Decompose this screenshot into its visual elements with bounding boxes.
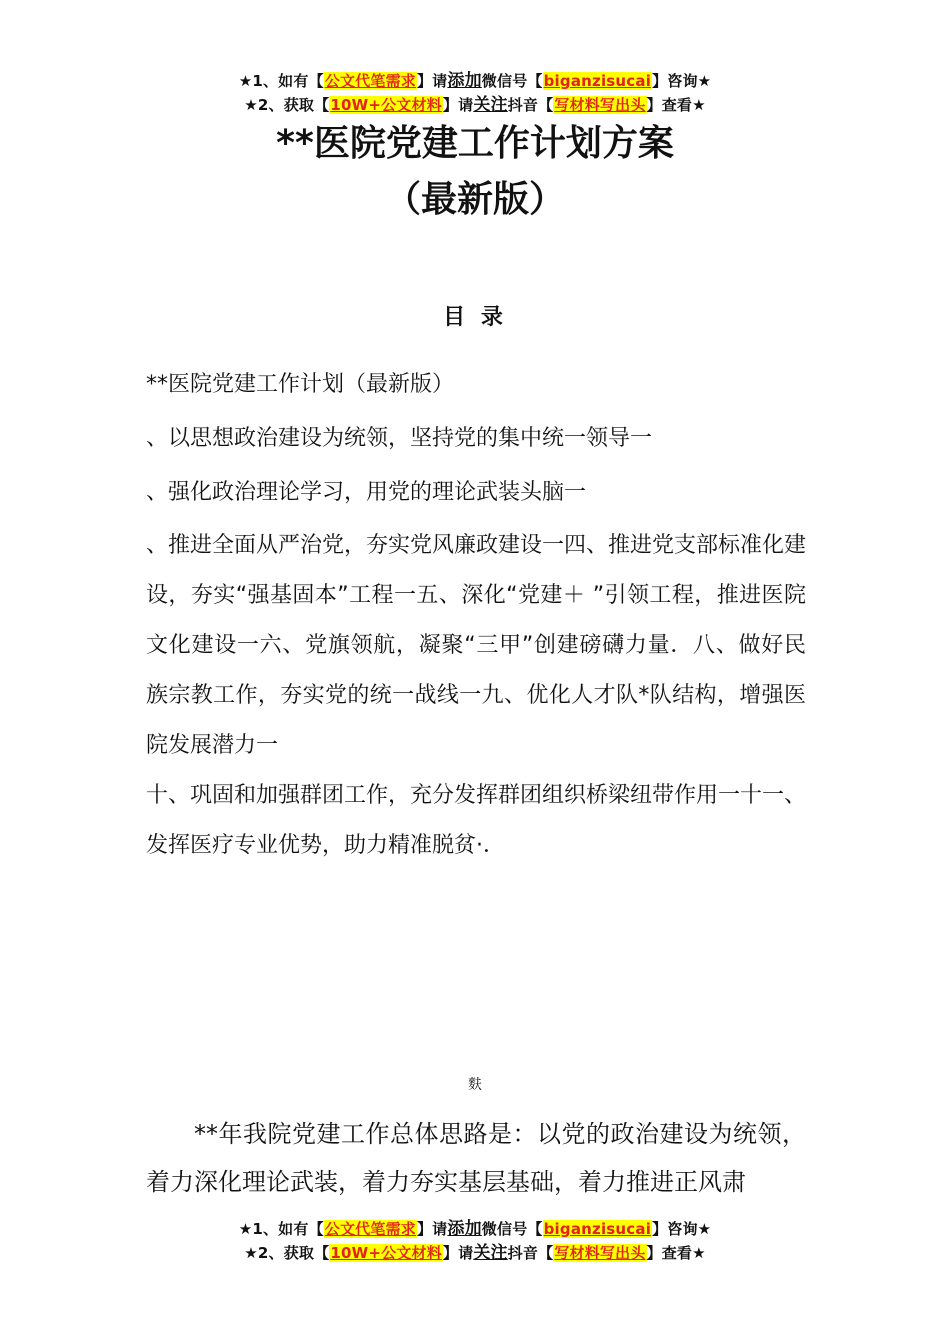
page-mark: 麩	[468, 1077, 482, 1093]
banner-text: 】请	[442, 1244, 474, 1262]
banner-text: ★2、获取【	[244, 1244, 330, 1262]
banner-text: 微信号【	[481, 1220, 543, 1238]
footer-banner	[0, 1217, 950, 1265]
banner-text: 抖音【	[507, 1244, 554, 1262]
banner-highlight: 10W+公文材料	[330, 96, 442, 114]
banner-text: 微信号【	[481, 72, 543, 90]
banner-text: 】请	[442, 96, 474, 114]
toc-entry-text: 、强化政治理论学习，用党的理论武装头脑一	[146, 480, 587, 505]
banner-highlight: biganzisucai	[543, 1220, 652, 1238]
banner-highlight: 10W+公文材料	[330, 1244, 442, 1262]
banner-highlight: biganzisucai	[543, 72, 652, 90]
banner-text: 抖音【	[507, 96, 554, 114]
body-paragraph: **年我院党建工作总体思路是：以党的政治建设为统领，着力深化理论武装，着力夯实基层基础，着力推进正风肃	[146, 1120, 806, 1196]
banner-line-2	[0, 1241, 950, 1265]
toc-heading: 目 录	[443, 305, 507, 330]
banner-emphasis: 添加	[447, 1219, 482, 1239]
toc-entry-text: 十、巩固和加强群团工作，充分发挥群团组织桥梁纽带作用一十一、发挥医疗专业优势，助力精准脱贫·．	[146, 783, 807, 858]
banner-line-1	[0, 69, 950, 93]
banner-text: 】查看★	[646, 96, 706, 114]
toc-entry	[146, 414, 806, 463]
toc-entry	[146, 468, 806, 517]
toc-entry-text: **医院党建工作计划（最新版）	[146, 372, 455, 397]
banner-highlight: 写材料写出头	[554, 96, 646, 114]
toc-entry-text: 、以思想政治建设为统领，坚持党的集中统一领导一	[146, 426, 653, 451]
header-banner	[0, 69, 950, 117]
banner-emphasis: 关注	[473, 95, 508, 115]
banner-text: 】咨询★	[652, 1220, 712, 1238]
banner-line-1	[0, 1217, 950, 1241]
banner-line-2	[0, 93, 950, 117]
banner-text: 】请	[416, 72, 448, 90]
document-title: **医院党建工作计划方案	[276, 123, 674, 164]
toc-entry	[146, 521, 806, 771]
banner-highlight: 公文代笔需求	[324, 72, 416, 90]
banner-text: 】查看★	[646, 1244, 706, 1262]
banner-emphasis: 添加	[447, 71, 482, 91]
toc-entry-text: 、推进全面从严治党，夯实党风廉政建设一四、推进党支部标准化建设，夯实“强基固本”工程一五、深化“党建＋ ”引领工程，推进医院文化建设一六、党旗领航，凝聚“三甲”创建磅礴力量．八、做好民族宗教工作，夯实党的统一战线一九、优化人才队*队结构，增强医院发展潜力一	[146, 533, 807, 758]
banner-text: ★1、如有【	[238, 72, 324, 90]
toc-entry	[146, 771, 806, 871]
banner-emphasis: 关注	[473, 1243, 508, 1263]
toc-entry	[146, 360, 806, 409]
banner-text: ★1、如有【	[238, 1220, 324, 1238]
banner-text: 】咨询★	[652, 72, 712, 90]
document-subtitle: （最新版）	[384, 179, 565, 220]
banner-highlight: 公文代笔需求	[324, 1220, 416, 1238]
banner-text: 】请	[416, 1220, 448, 1238]
banner-highlight: 写材料写出头	[554, 1244, 646, 1262]
banner-text: ★2、获取【	[244, 96, 330, 114]
